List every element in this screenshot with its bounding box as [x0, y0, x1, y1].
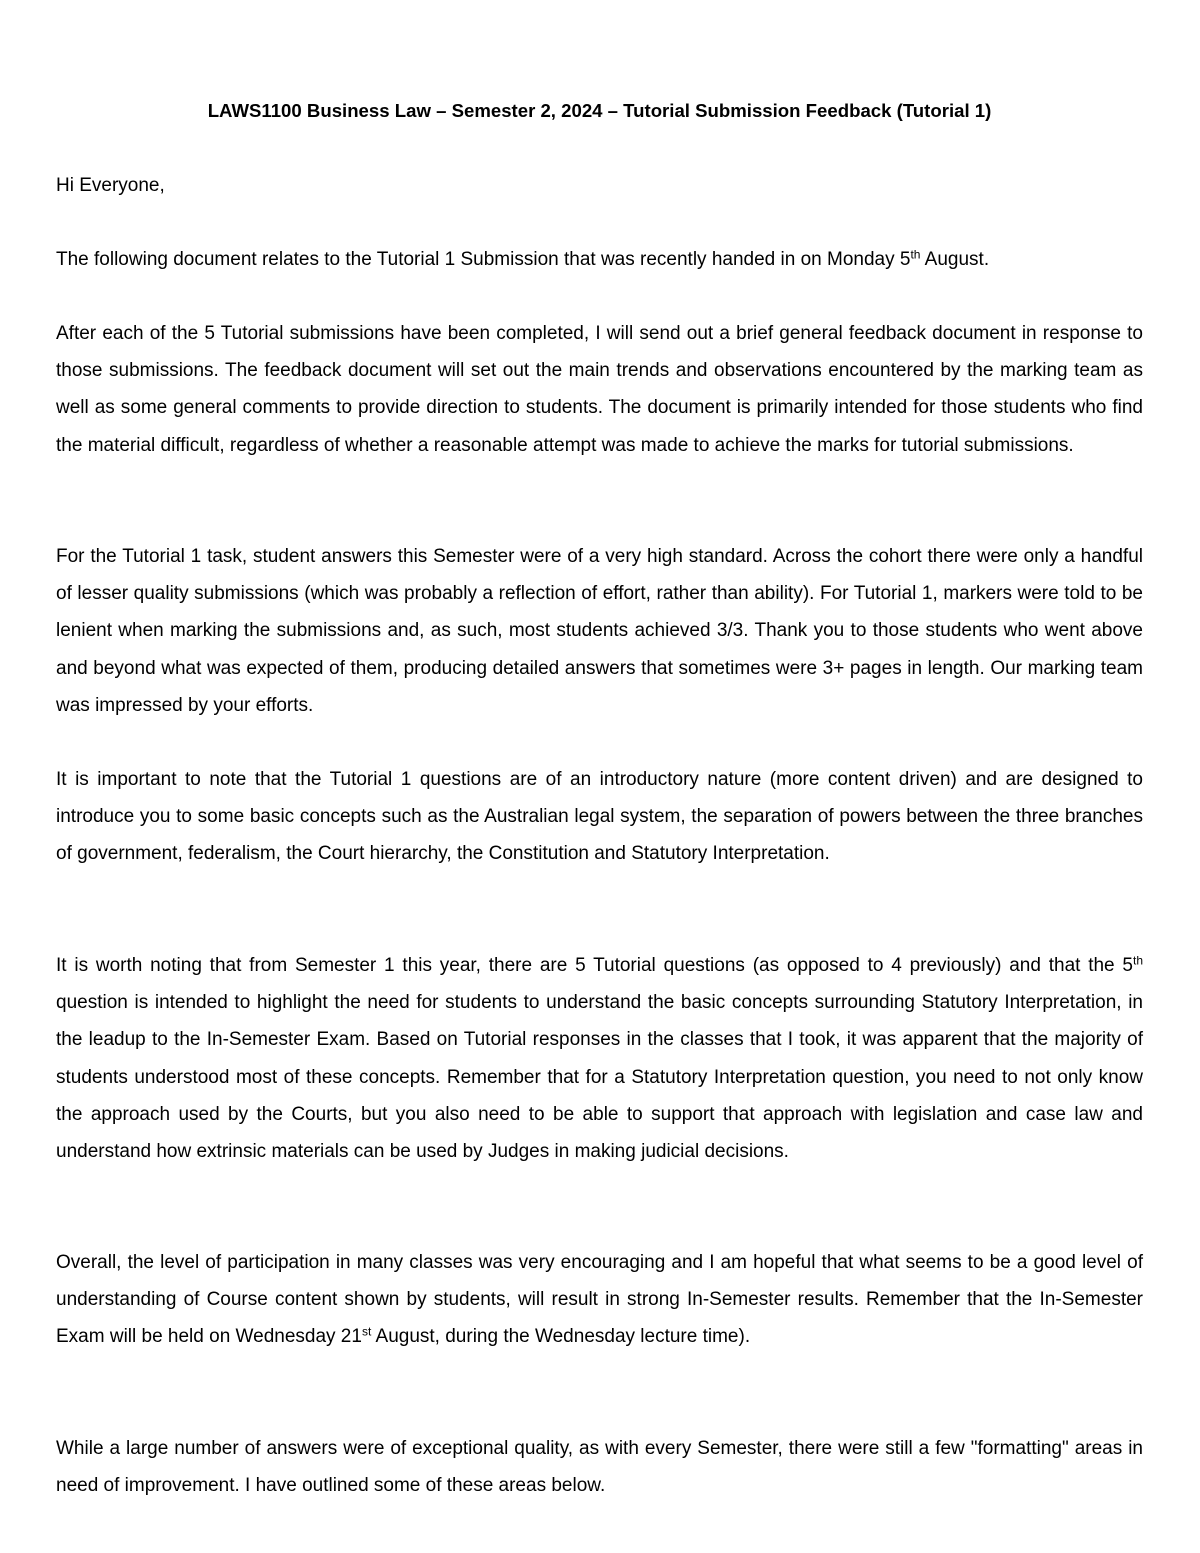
paragraph-intro	[56, 241, 1143, 278]
paragraph-introductory-nature: It is important to note that the Tutorial 1 questions are of an introductory nature (more content driven) and are designed to introduce you to some basic concepts such as the Australian legal system, the separation of powers between the three branches of government, federalism, the Court hierarchy, the Constitution and Statutory Interpretation.	[56, 769, 1143, 865]
ordinal-suffix: th	[1132, 953, 1143, 968]
paragraph-participation-text: Overall, the level of participation in many classes was very encouraging and I am hopeful that what seems to be a good level of understanding of Course content shown by students, will result in strong In-Semester results. Remember that the In-Semester Exam will be held on Wednesday 21	[56, 1252, 1143, 1348]
paragraph-statutory-interpretation-text-end: question is intended to highlight the need for students to understand the basic concepts surrounding Statutory Interpretation, in the leadup to the In-Semester Exam. Based on Tutorial responses in the classes that I took, it was apparent that the majority of students understood most of these concepts. Remember that for a Statutory Interpretation question, you need to not only know the approach used by the Courts, but you also need to be able to support that approach with legislation and case law and understand how extrinsic materials can be used by Judges in making judicial decisions.	[56, 992, 1143, 1163]
greeting: Hi Everyone,	[56, 175, 165, 196]
paragraph-tutorial-standard: For the Tutorial 1 task, student answers this Semester were of a very high standard. Across the cohort there were only a handful of lesser quality submissions (which was probably a reflection of effort, rather than ability). For Tutorial 1, markers were told to be lenient when marking the submissions and, as such, most students achieved 3/3. Thank you to those students who went above and beyond what was expected of them, producing detailed answers that sometimes were 3+ pages in length. Our marking team was impressed by your efforts.	[56, 546, 1143, 716]
paragraph-statutory-interpretation	[56, 947, 1143, 1170]
paragraph-statutory-interpretation-text: It is worth noting that from Semester 1 this year, there are 5 Tutorial questions (as opposed to 4 previously) and that the 5	[56, 955, 1133, 976]
paragraph-participation-text-end: August, during the Wednesday lecture time).	[371, 1326, 751, 1348]
ordinal-suffix: st	[361, 1324, 372, 1339]
paragraph-intro-text-end: August.	[920, 249, 990, 270]
paragraph-formatting-areas: While a large number of answers were of exceptional quality, as with every Semester, there were still a few "formatting" areas in need of improvement. I have outlined some of these areas below.	[56, 1438, 1143, 1497]
paragraph-intro-text: The following document relates to the Tutorial 1 Submission that was recently handed in on Monday 5	[56, 249, 911, 270]
ordinal-suffix: th	[910, 247, 921, 262]
paragraph-participation	[56, 1244, 1143, 1356]
paragraph-feedback-purpose: After each of the 5 Tutorial submissions have been completed, I will send out a brief general feedback document in response to those submissions. The feedback document will set out the main trends and observations encountered by the marking team as well as some general comments to provide direction to students. The document is primarily intended for those students who find the material difficult, regardless of whether a reasonable attempt was made to achieve the marks for tutorial submissions.	[56, 323, 1143, 456]
document-title: LAWS1100 Business Law – Semester 2, 2024 – Tutorial Submission Feedback (Tutorial 1)	[207, 100, 992, 121]
